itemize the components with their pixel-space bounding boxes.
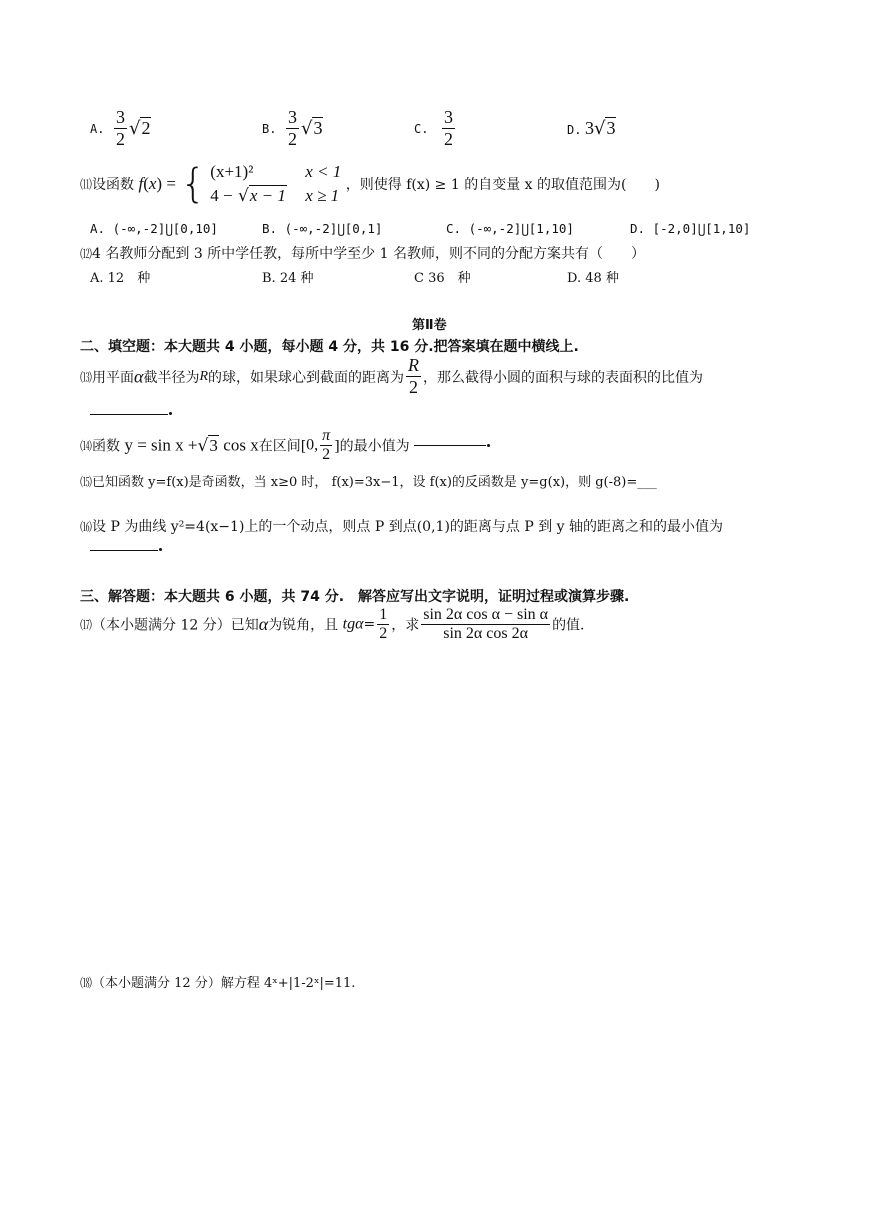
q11-option-d: D. [-2,0]⋃[1,10]	[630, 221, 751, 236]
fraction: $\frac{1}{2}$	[379, 606, 388, 642]
fraction: $\frac{R}{2}$	[408, 355, 420, 397]
sqrt: √3	[593, 118, 616, 139]
expression-fraction: $\frac{\text{sin 2α cos α − sin α}}{\text{sin 2α cos 2α}}$	[423, 606, 549, 642]
q11-option-a: A. (-∞,-2]⋃[0,10]	[90, 221, 218, 236]
q10-option-d: D. 3√3	[567, 118, 616, 139]
piecewise-cases: (x+1)² x < 1 4 − √x − 1 x ≥ 1	[210, 162, 342, 206]
question-15: ⒂已知函数 y=f(x)是奇函数，当 x≥0 时， f(x)=3x−1，设 f(x)的反函数是 y=g(x)，则 g(-8)=___	[80, 475, 657, 490]
function-name: f	[138, 174, 144, 193]
fraction: $\frac{\pi}{2}$	[322, 427, 331, 463]
sqrt: √3	[197, 435, 218, 456]
q12-option-d: D. 48 种	[567, 271, 619, 286]
q14-answer-blank[interactable]	[414, 445, 486, 446]
fraction: $\frac{3}{2}$	[443, 107, 453, 149]
part-2-heading: 第Ⅱ卷	[412, 318, 447, 333]
sqrt: √3	[300, 118, 323, 140]
q12-option-b: B. 24 种	[262, 271, 314, 286]
q12-option-a: A. 12 种	[90, 271, 151, 286]
fraction: $\frac{3}{2}$	[115, 107, 125, 149]
sqrt: √2	[128, 118, 151, 140]
q10-option-b: B. $\frac{3}{2}$ √3	[262, 107, 323, 149]
q10-option-a: A. $\frac{3}{2}$ √2	[90, 107, 151, 149]
section-3-title: 三、解答题：本大题共 6 小题，共 74 分. 解答应写出文字说明，证明过程或演算步骤.	[80, 589, 630, 605]
q13-answer-blank[interactable]	[90, 403, 172, 419]
question-13: ⒀用平面α截半径为R的球，如果球心到截面的距离为 $\frac{R}{2}$ ，那么截得小圆的面积与球的表面积的比值为	[80, 355, 704, 397]
q11-option-b: B. (-∞,-2]⋃[0,1]	[262, 221, 383, 236]
piecewise-brace: {	[180, 161, 206, 207]
question-17: ⒄（本小题满分 12 分）已知α为锐角，且 tgα= $\frac{1}{2}$ ，求 $\frac{\text{sin 2α cos α − sin α}}{\text{sin 2α cos 2α}}$ 的值.	[80, 606, 585, 642]
fraction: $\frac{3}{2}$	[287, 107, 297, 149]
question-14: ⒁函数 y = sin x +√3 cos x在区间[0, $\frac{\pi}{2}$ ]的最小值为	[80, 427, 490, 464]
section-2-title: 二、填空题：本大题共 4 小题，每小题 4 分，共 16 分.把答案填在题中横线上.	[80, 339, 579, 355]
q16-answer-blank[interactable]	[90, 539, 162, 555]
question-18: ⒅（本小题满分 12 分）解方程 4ˣ+|1-2ˣ|=11.	[80, 976, 356, 991]
q10-option-c: C. $\frac{3}{2}$	[414, 107, 453, 149]
question-12: ⑿4 名教师分配到 3 所中学任教，每所中学至少 1 名教师，则不同的分配方案共有（ ）	[80, 246, 645, 262]
q11-option-c: C. (-∞,-2]⋃[1,10]	[446, 221, 574, 236]
question-11: ⑾设函数 f(x) = { (x+1)² x < 1 4 − √x − 1 x ≥ 1 ，则使得 f(x) ≥ 1 的自变量 x 的取值范围为( )	[80, 161, 660, 207]
question-16: ⒃设 P 为曲线 y²=4(x−1)上的一个动点，则点 P 到点(0,1)的距离与点 P 到 y 轴的距离之和的最小值为	[80, 519, 724, 535]
q12-option-c: C 36 种	[414, 271, 471, 286]
